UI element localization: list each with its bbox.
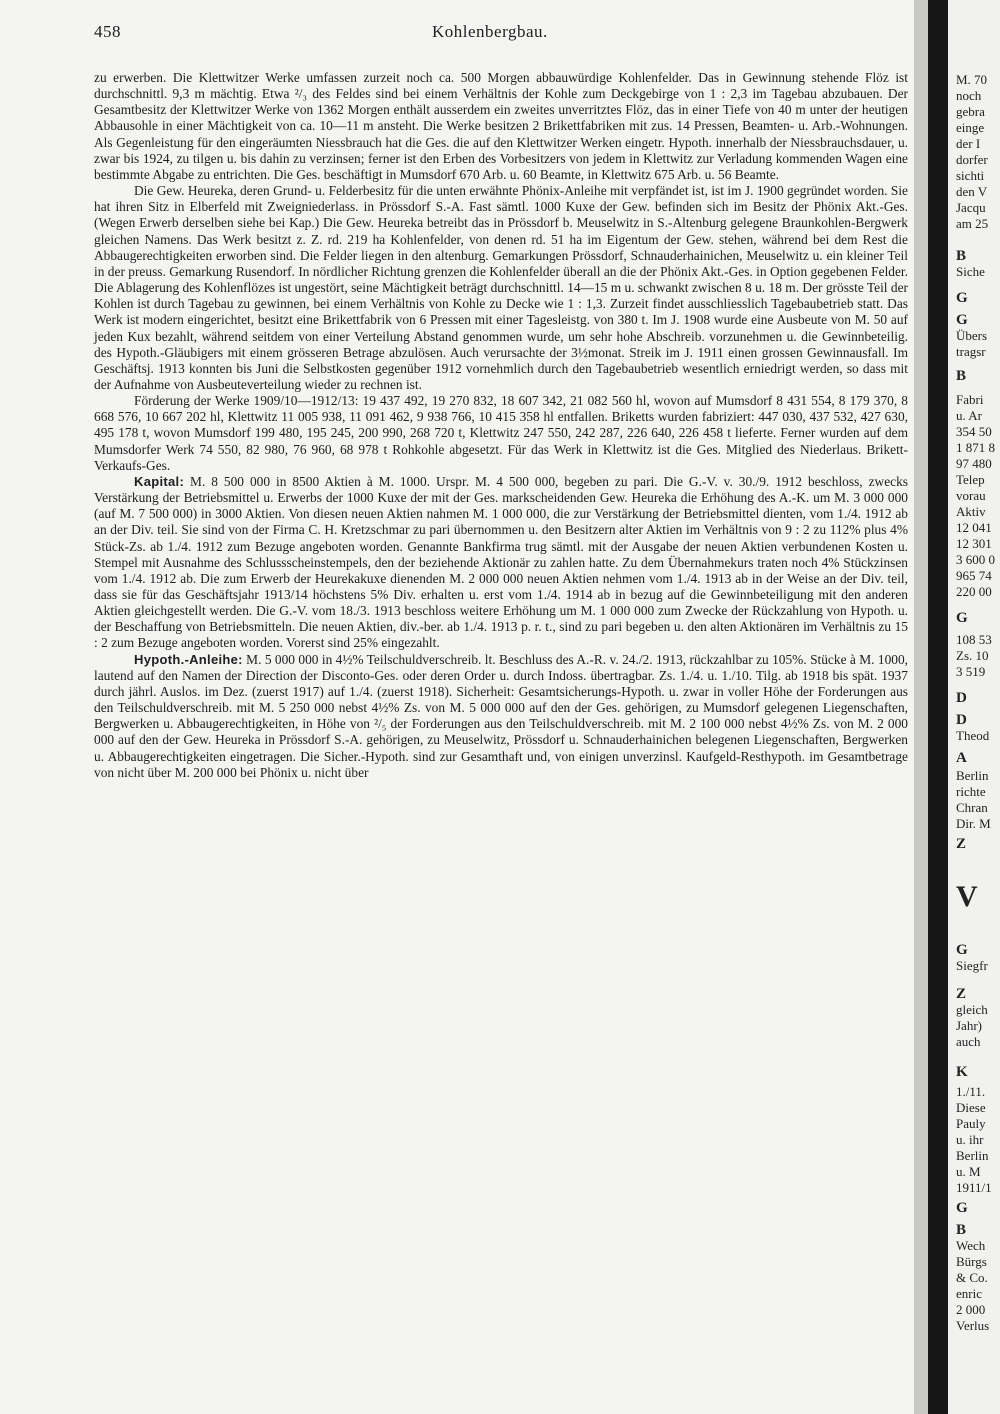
facing-page-fragment — [948, 0, 1000, 1414]
book-gutter — [914, 0, 928, 1414]
gutter-shadow — [928, 0, 948, 1414]
facing-page-line: Wech — [956, 1238, 986, 1253]
facing-page-line: Z — [956, 986, 967, 1002]
facing-page-line: 2 000 — [956, 1302, 986, 1317]
facing-page-line: G — [956, 610, 968, 626]
paragraph-text: zu erwerben. Die Klettwitzer Werke umfassen zurzeit noch ca. 500 Morgen abbauwürdige Kohlenfelder. Das in Gewinnung stehende Flöz ist durchschnittl. 9,3 m mächtig. Etwa ²/₃ des Feldes sind bei einem Verhältnis der Kohle zum Deckgebirge von 1 : 2,3 im Tagebau abzubauen. Der Gesamtbesitz der Klettwitzer Werke von 1362 Morgen enthält ausserdem ein zweites unverritztes Flöz, das in einer Tiefe von 40 m unter der heutigen Abbausohle in einer Mächtigkeit von ca. 10—11 m ansteht. Die Werke besitzen 2 Brikettfabriken mit zus. 14 Pressen, Beamten- u. Arb.-Wohnungen. Als Gegenleistung für den eingeräumten Niessbrauch hat die Ges. die auf den Klettwitzer Werken eingetr. Hypoth. innerhalb der Niessbrauchsdauer, u. zwar bis 1924, zu tilgen u. bis dahin zu verzinsen; ferner ist den Erben des Vorbesitzers von jedem in Klettwitz zur Verladung kommenden Wagen eine bestimmte Abgabe zu entrichten. Die Ges. beschäftigt in Mumsdorf 670 Arb. u. 60 Beamte, in Klettwitz 675 Arb. u. 56 Beamte. — [94, 70, 908, 182]
facing-page-line: Siche — [956, 264, 985, 279]
facing-page-line: 97 480 — [956, 456, 992, 471]
facing-page-line: 1 871 8 — [956, 440, 995, 455]
facing-page-line: B — [956, 368, 967, 384]
facing-page-line: u. M — [956, 1164, 981, 1179]
facing-page-line: einge — [956, 120, 985, 135]
paragraph-hypoth-anleihe — [94, 652, 908, 781]
paragraph-text: Förderung der Werke 1909/10—1912/13: 19 437 492, 19 270 832, 18 607 342, 21 082 560 hl, wovon auf Mumsdorf 8 431 554, 8 179 370, 8 668 576, 10 667 202 hl, Klettwitz 11 005 938, 11 091 462, 9 938 766, 10 415 358 hl entfallen. Briketts wurden fabriziert: 447 030, 437 532, 427 630, 495 178 t, wovon Mumsdorf 199 480, 195 245, 200 990, 268 720 t, Klettwitz 247 550, 242 287, 226 640, 226 458 t lieferte. Ferner wurden auf dem Mumsdorfer Werk 74 550, 82 980, 76 960, 68 978 t Rohkohle abgesetzt. Für das Werk in Klettwitz ist die Ges. Mitglied des Niederlaus. Brikett-Verkaufs-Ges. — [94, 393, 908, 473]
facing-page-line: G — [956, 1200, 968, 1216]
running-title: Kohlenbergbau. — [432, 22, 548, 41]
facing-page-line: 12 301 — [956, 536, 992, 551]
facing-page-line: Siegfr — [956, 958, 988, 973]
facing-page-line: G — [956, 312, 968, 328]
facing-page-line: Verlus — [956, 1318, 990, 1333]
facing-page-line: 12 041 — [956, 520, 992, 535]
facing-page-line: G — [956, 942, 968, 958]
facing-page-line: vorau — [956, 488, 986, 503]
facing-page-line: der I — [956, 136, 981, 151]
facing-page-line: sichti — [956, 168, 985, 183]
section-lead-kapital: Kapital: — [134, 473, 185, 489]
facing-page-line: tragsr — [956, 344, 986, 359]
facing-page-line: richte — [956, 784, 986, 799]
facing-page-line: 3 519 — [956, 664, 986, 679]
facing-page-line: K — [956, 1064, 968, 1080]
facing-page-line: 965 74 — [956, 568, 992, 583]
facing-page-line: Pauly — [956, 1116, 986, 1131]
facing-page-line: D — [956, 712, 967, 728]
facing-page-line: u. Ar — [956, 408, 982, 423]
facing-page-line: Fabri — [956, 392, 984, 407]
paragraph-klettwitz — [94, 70, 908, 183]
facing-page-line: u. ihr — [956, 1132, 984, 1147]
facing-page-line: Chran — [956, 800, 988, 815]
facing-page-line: M. 70 — [956, 72, 988, 87]
facing-page-line: 3 600 0 — [956, 552, 995, 567]
facing-page-line: B — [956, 248, 967, 264]
paragraph-heureka — [94, 183, 908, 393]
facing-page-line: & Co. — [956, 1270, 988, 1285]
page-number: 458 — [94, 22, 121, 41]
facing-page-line: Jahr) — [956, 1018, 982, 1033]
facing-page-line: 354 50 — [956, 424, 992, 439]
facing-page-line: Jacqu — [956, 200, 986, 215]
facing-page-line: Berlin — [956, 1148, 989, 1163]
facing-page-line: Übers — [956, 328, 988, 343]
paragraph-text: M. 8 500 000 in 8500 Aktien à M. 1000. Urspr. M. 4 500 000, begeben zu pari. Die G.-V. v. 30./9. 1912 beschloss, zwecks Verstärkung der Betriebsmittel u. Erwerbs der 1000 Kuxe der mit der Ges. markscheidenden Gew. Heureka die Erhöhung des A.-K. um M. 3 000 000 (auf M. 7 500 000) in 3000 Aktien. Von diesen neuen Aktien nahmen M. 1 000 000, die zur Verstärkung der Betriebsmittel dienten, vom 1./4. 1912 ab an der Div. teil. Sie sind von der Firma C. H. Kretzschmar zu pari übernommen u. den Besitzern alter Aktien im Verhältnis von 9 : 2 zu 112% plus 4% Stück-Zs. ab 1./4. 1912 zum Bezuge angeboten worden. Genannte Bankfirma trug sämtl. mit der Ausgabe der neuen Aktien verbundenen Kosten u. Stempel mit Ausnahme des Schlussscheinstempels, den der beziehende Aktionär zu zahlen hatte. Zu dem Übernahmekurs traten noch 4% Stückzinsen vom 1./4. 1912 ab. Die zum Erwerb der Heurekakuxe dienenden M. 2 000 000 neuen Aktien nehmen vom 1./4. 1913 ab in der Weise an der Div. teil, dass sie für das Geschäftsjahr 1913/14 höchstens 5% Div. erhalten u. erst vom 1./4. 1914 ab in bezug auf die Gewinnbeteiligung mit den anderen Aktien gleichgestellt werden. Die G.-V. vom 18./3. 1913 beschloss weitere Erhöhung um M. 1 000 000 zum Zwecke der Rückzahlung von Hypoth. u. der Beschaffung von Betriebsmitteln. Die neuen Aktien, div.-ber. ab 1./4. 1913 p. r. t., sind zu pari begeben u. den alten Aktionären im Verhältnis zu 15 : 2 zum Bezuge angeboten worden. Vorerst sind 25% eingezahlt. — [94, 473, 908, 651]
facing-page-line: 1911/1 — [956, 1180, 992, 1195]
facing-page-line: V — [956, 880, 978, 913]
paragraph-foerderung — [94, 393, 908, 474]
facing-page-line: 220 00 — [956, 584, 992, 599]
paragraph-kapital — [94, 474, 908, 652]
paragraph-text: Die Gew. Heureka, deren Grund- u. Felderbesitz für die unten erwähnte Phönix-Anleihe mit verpfändet ist, ist im J. 1900 gegründet worden. Sie hat ihren Sitz in Elberfeld mit Zweigniederlass. in Prössdorf S.-A. Fast sämtl. 1000 Kuxe der Gew. befinden sich im Besitz der Phönix Akt.-Ges. (Wegen Erwerb derselben siehe bei Kap.) Die Gew. Heureka betreibt das in Prössdorf b. Meuselwitz in S.-Altenburg gelegene Braunkohlen-Bergwerk gleichen Namens. Das Werk besitzt z. Z. rd. 219 ha Kohlenfelder, von denen rd. 51 ha im Eigentum der Gew. stehen, während bei dem Rest die Abbaugerechtigkeiten erworben sind. Die Felder liegen in den altenburg. Gemarkungen Prössdorf, Schnauderhainichen, Meuselwitz u. ein kleiner Teil in der preuss. Gemarkung Rusendorf. In nördlicher Richtung grenzen die Kohlenfelder überall an die der Phönix Akt.-Ges. in Option gegebenen Felder. Die Ablagerung des Kohlenflözes ist ungestört, seine Mächtigkeit beträgt durchschnittl. 14—15 m u. schwankt zwischen 8 u. 18 m. Der grösste Teil der Kohlen ist durch Tagebau zu gewinnen, bei einem Verhältnis von Kohle zu Decke wie 1 : 1,3. Zurzeit findet ausschliesslich Tagebaubetrieb statt. Das Werk ist modern eingerichtet, besitzt eine Brikettfabrik von 6 Pressen mit einer Tagesleistg. von 380 t. Im J. 1908 wurde eine Ausbeute von M. 50 auf jeden Kux bezahlt, während seitdem von einer Verteilung Abstand genommen wurde, um sehr hohe Abschreib. vorzunehmen u. die Gewinnbeteilig. des Hypoth.-Gläubigers mit einem grösseren Betrage abzulösen. Auch verursachte der 3½monat. Streik im J. 1911 einen grossen Gewinnausfall. Im Geschäftsj. 1913 konnten bis Juni die Selbstkosten gegenüber 1912 vornehmlich durch den Tagebaubetrieb wesentlich erniedrigt werden, so dass mit der Aufnahme von Ausbeuteverteilung wieder zu rechnen ist. — [94, 183, 908, 392]
facing-page-line: Z — [956, 836, 967, 852]
facing-page-line: D — [956, 690, 967, 706]
facing-page-line: A — [956, 750, 967, 766]
facing-page-line: Dir. M — [956, 816, 991, 831]
facing-page-line: B — [956, 1222, 967, 1238]
facing-page-line: Theod — [956, 728, 990, 743]
facing-page-line: den V — [956, 184, 988, 199]
facing-page-line: enric — [956, 1286, 982, 1301]
facing-page-line: Bürgs — [956, 1254, 987, 1269]
facing-page-line: am 25 — [956, 216, 989, 231]
facing-page-line: Telep — [956, 472, 985, 487]
section-lead-hypoth-anleihe: Hypoth.-Anleihe: — [134, 651, 243, 667]
facing-page-line: Diese — [956, 1100, 986, 1115]
running-head — [94, 22, 914, 52]
facing-page-line: 108 53 — [956, 632, 992, 647]
facing-page-line: noch — [956, 88, 982, 103]
facing-page-line: G — [956, 290, 968, 306]
facing-page-line: Zs. 10 — [956, 648, 989, 663]
facing-page-line: gleich — [956, 1002, 988, 1017]
facing-page-line: auch — [956, 1034, 981, 1049]
facing-page-line: Aktiv — [956, 504, 986, 519]
facing-page-line: Berlin — [956, 768, 989, 783]
facing-page-line: gebra — [956, 104, 985, 119]
main-text-column — [94, 70, 908, 781]
facing-page-line: dorfer — [956, 152, 988, 167]
facing-page-line: 1./11. — [956, 1084, 986, 1099]
paragraph-text: M. 5 000 000 in 4½% Teilschuldverschreib. lt. Beschluss des A.-R. v. 24./2. 1913, rückzahlbar zu 105%. Stücke à M. 1000, lautend auf den Namen der Direction der Disconto-Ges. oder deren Order u. durch Indoss. übertragbar. Zs. 1./4. u. 1./10. Tilg. ab 1918 bis spät. 1937 durch jährl. Auslos. im Dez. (zuerst 1917) auf 1./4. (zuerst 1918). Sicherheit: Gesamtsicherungs-Hypoth. u. zwar in voller Höhe der Forderungen aus den Teilschuldverschreib. mit M. 5 250 000 nebst 4½% Zs. von M. 5 000 000 auf den der Ges. gehörigen, zu Mumsdorf gelegenen Liegenschaften, Bergwerken u. Abbaugerechtigkeiten, in Höhe von ²/₅ der Forderungen aus den Teilschuldverschreib. mit M. 2 100 000 nebst 4½% Zs. von M. 2 000 000 auf den der Gew. Heureka in Prössdorf S.-A. gehörigen, zu Meuselwitz, Prössdorf u. Schnauderhainichen belegenen Liegenschaften, Bergwerken u. Abbaugerechtigkeiten eingetragen. Die Sicher.-Hypoth. sind zur Gesamthaft und, von einigen unverzinsl. Kaufgeld-Resthypoth. im Gesamtbetrage von nicht über M. 200 000 bei Phönix u. nicht über — [94, 651, 908, 780]
